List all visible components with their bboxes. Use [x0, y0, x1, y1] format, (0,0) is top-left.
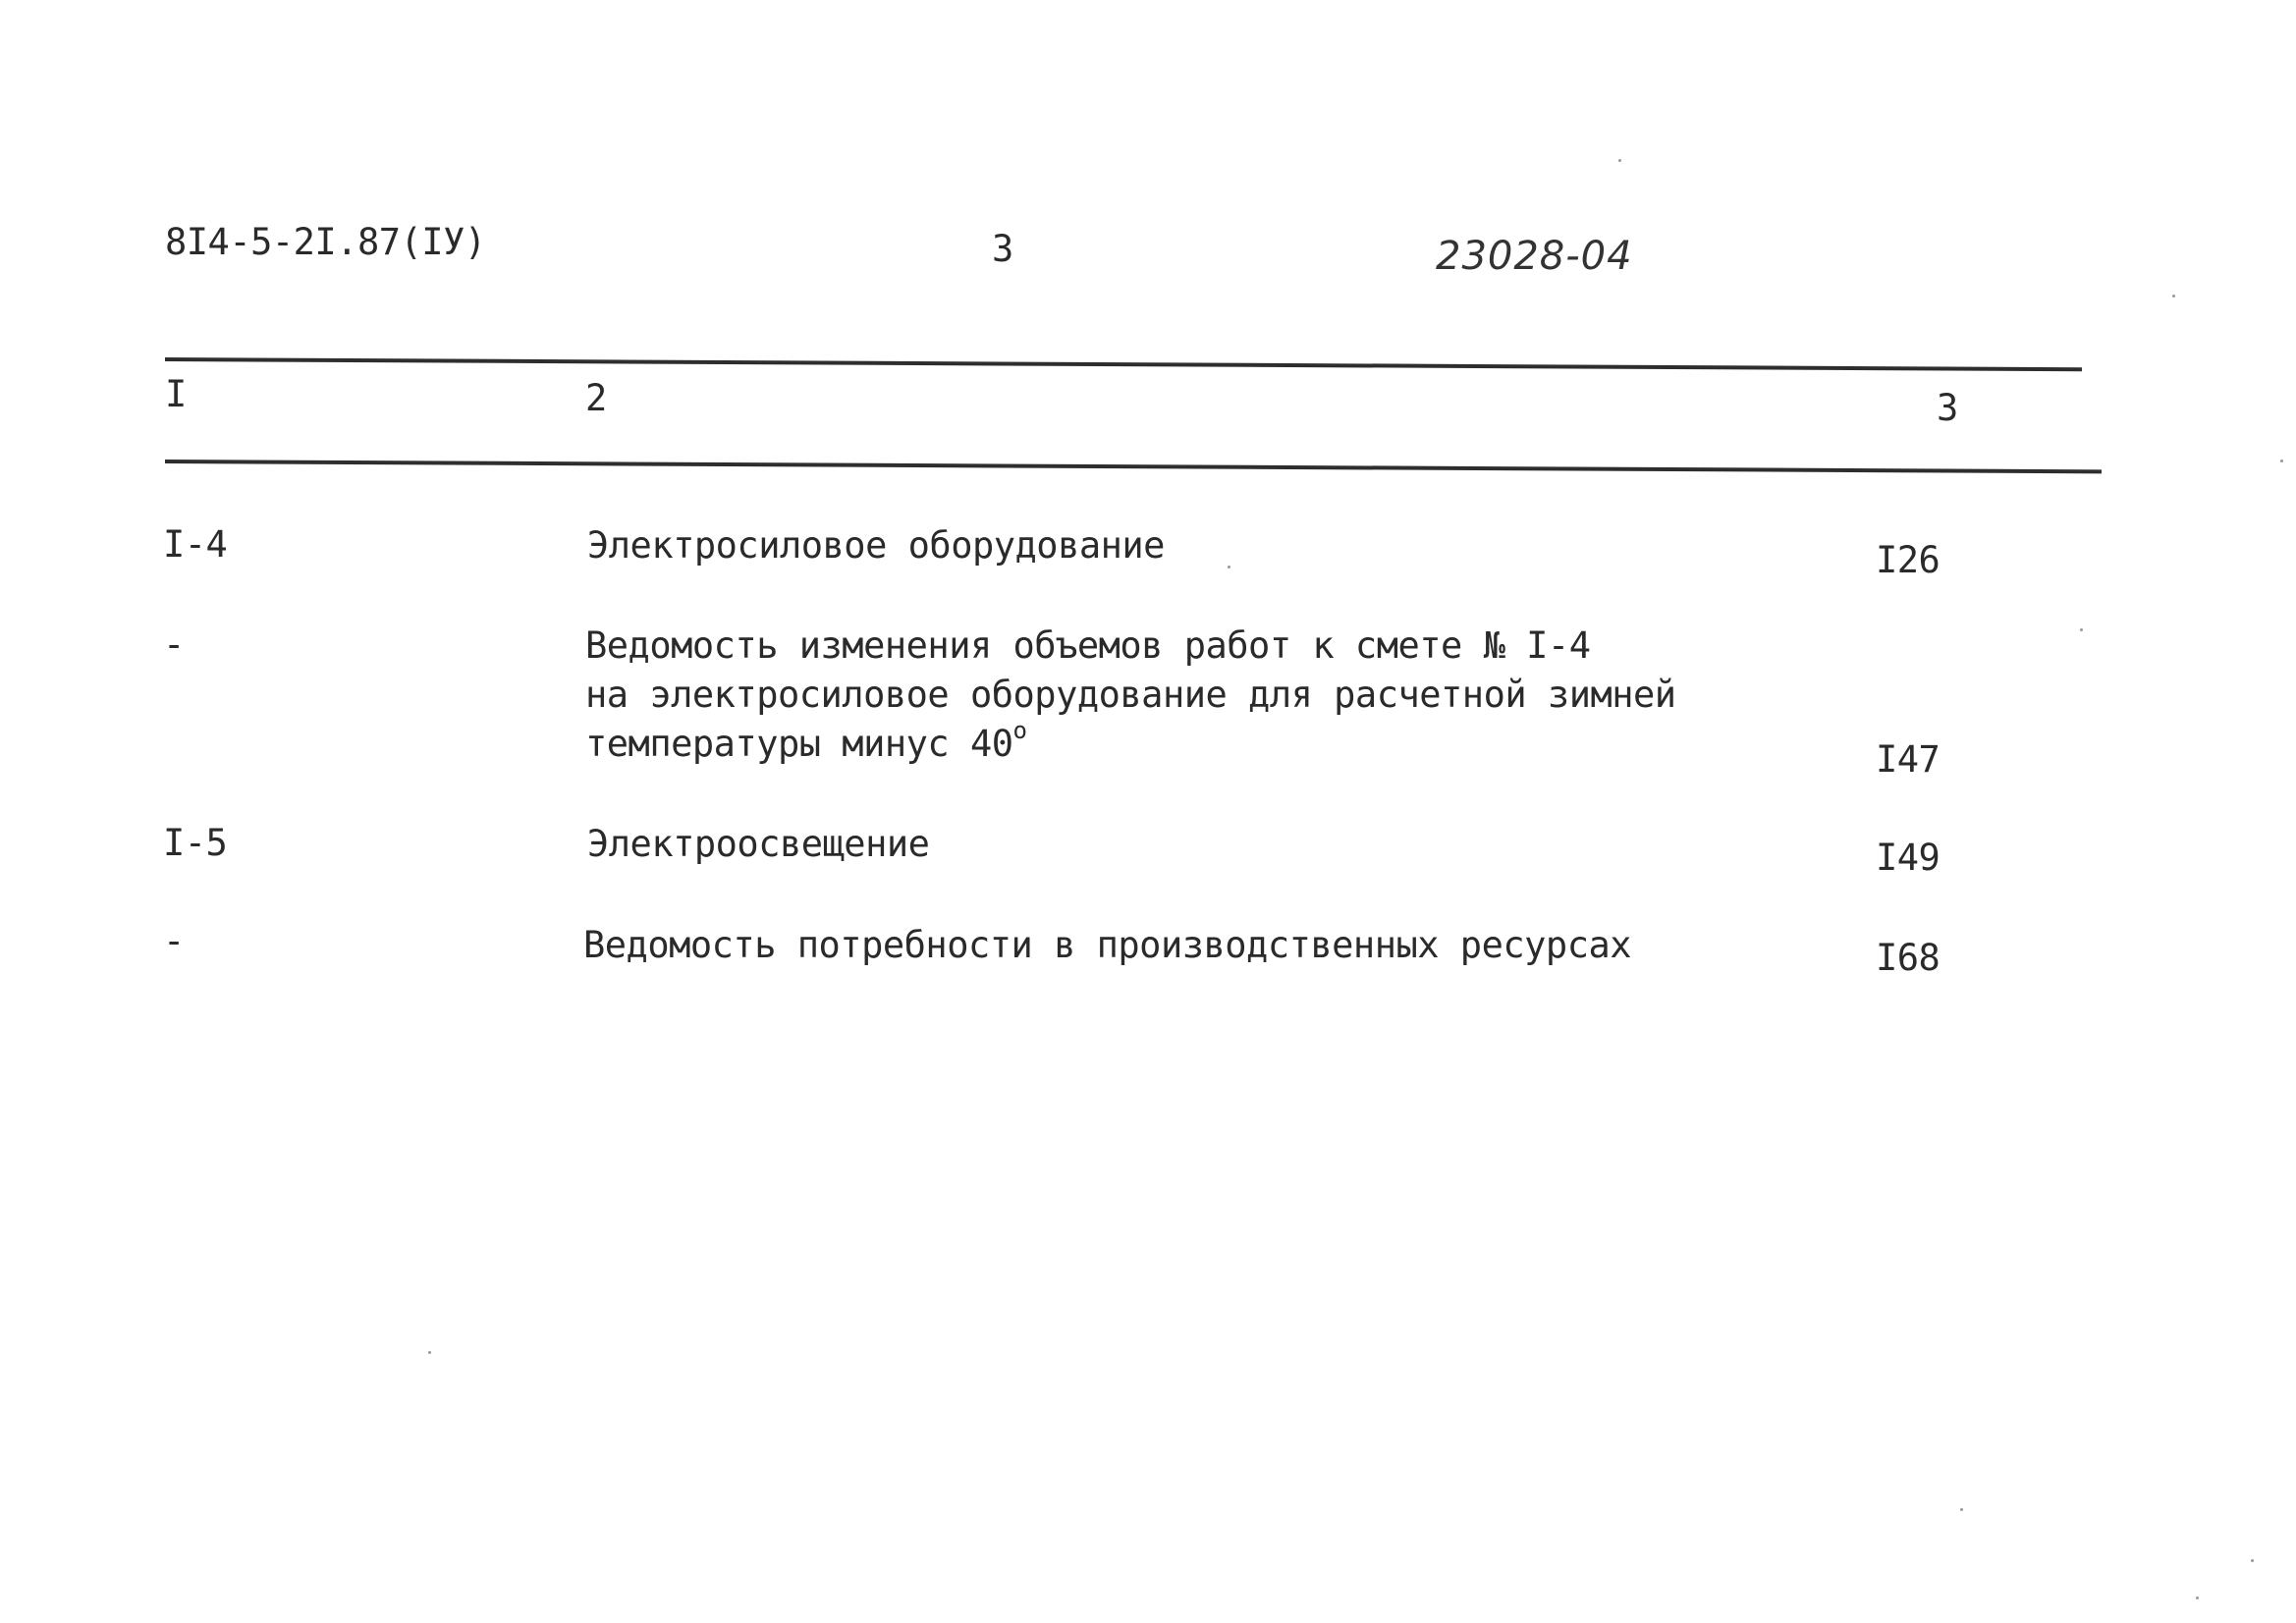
scan-speck: [1618, 159, 1621, 162]
row-page: I49: [1876, 837, 1941, 879]
row-page: I68: [1876, 937, 1941, 979]
row-description: [587, 820, 929, 869]
row-code: I-5: [163, 822, 228, 864]
column-header-1: I: [165, 373, 187, 415]
description-line: Ведомость изменения объемов работ к смете № I-4: [585, 624, 1591, 667]
description-line: Электросиловое оборудование: [587, 524, 1165, 567]
description-line: Электроосвещение: [587, 823, 930, 865]
row-page: I47: [1876, 738, 1941, 781]
row-description: [587, 521, 1165, 570]
row-description: [583, 921, 1631, 970]
scan-speck: [2196, 1596, 2199, 1599]
handwritten-inventory-number: 23028-04: [1436, 234, 1633, 279]
column-header-2: 2: [585, 377, 607, 419]
description-line: Ведомость потребности в производственных ресурсах: [583, 924, 1632, 966]
row-page: I26: [1876, 539, 1941, 581]
table-top-rule: [165, 357, 2082, 371]
document-code: 8I4-5-2I.87(IУ): [165, 221, 486, 263]
table-header-rule: [165, 460, 2102, 473]
scan-speck: [1960, 1508, 1963, 1511]
scan-speck: [428, 1351, 431, 1354]
scan-speck: [2251, 1559, 2254, 1562]
scan-speck: [2172, 295, 2175, 298]
description-line: [585, 717, 1676, 769]
row-code: I-4: [163, 523, 228, 566]
row-code: -: [163, 623, 185, 666]
row-code: -: [163, 920, 185, 962]
row-description: [585, 622, 1676, 769]
scan-speck: [2080, 628, 2083, 631]
description-text: температуры минус 40: [585, 723, 1013, 765]
scan-speck: [2280, 460, 2283, 462]
description-line: на электросиловое оборудование для расчетной зимней: [585, 674, 1676, 716]
page-number: 3: [992, 228, 1013, 270]
column-header-3: 3: [1937, 387, 1958, 429]
scan-speck: [1228, 566, 1230, 568]
degree-superscript: о: [1012, 717, 1027, 744]
